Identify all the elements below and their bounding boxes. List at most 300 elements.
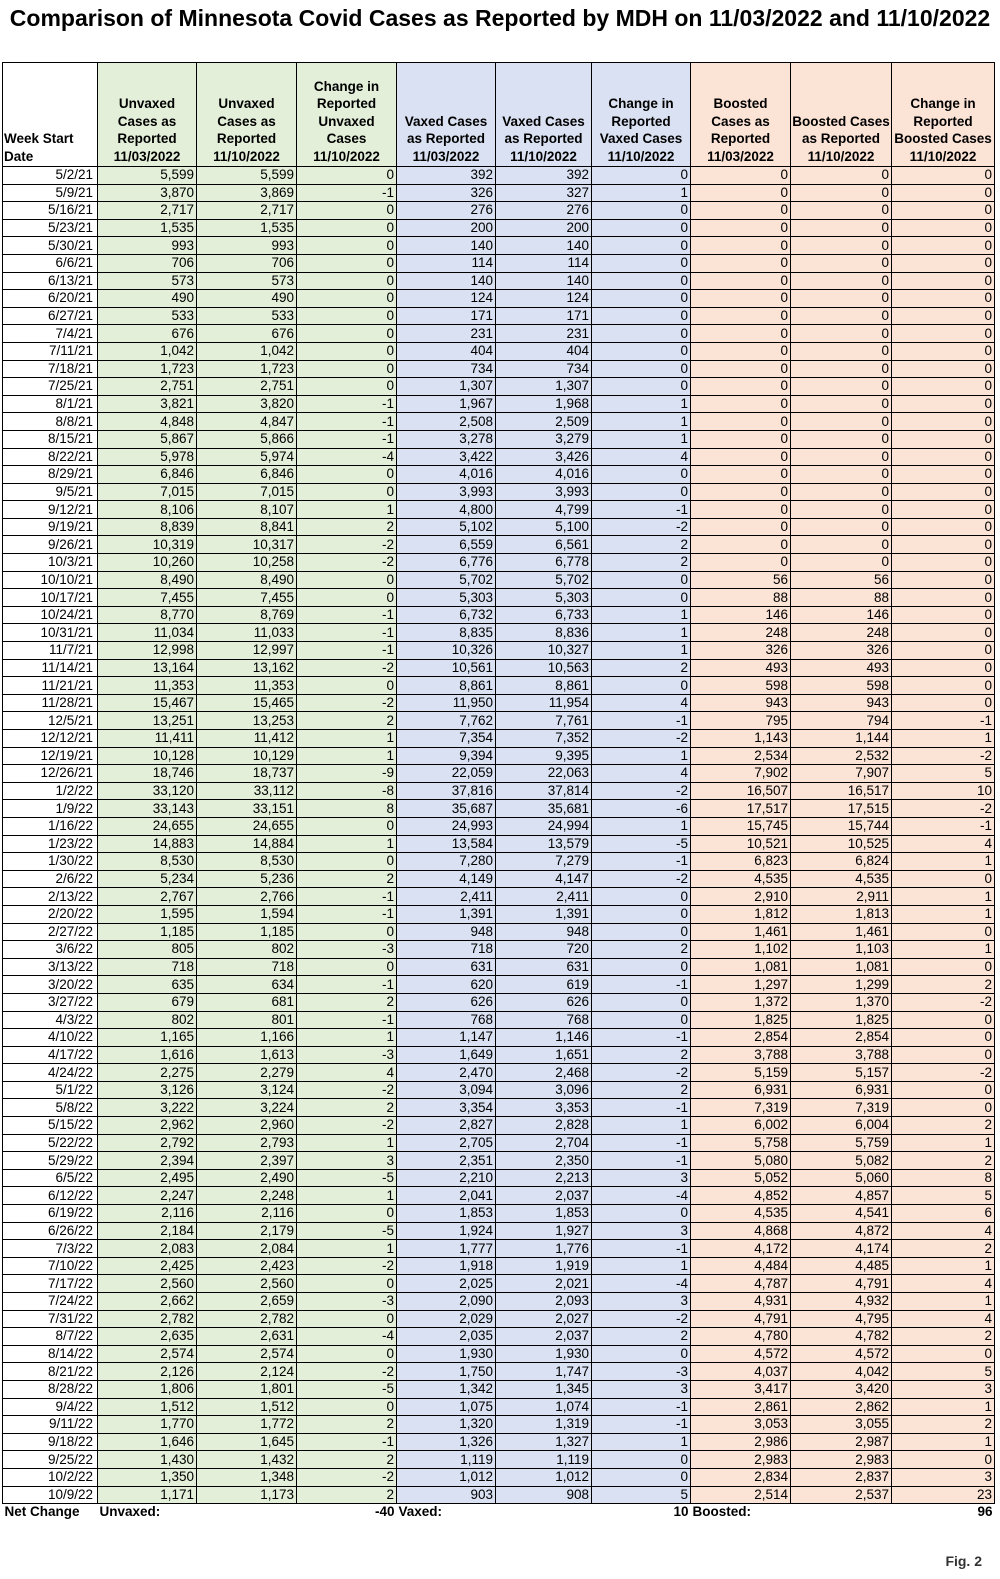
value-cell: 1,649: [397, 1046, 496, 1064]
table-row: [3, 466, 995, 484]
value-cell: 2,509: [496, 413, 592, 431]
value-cell: 2,862: [791, 1398, 892, 1416]
value-cell: 10,521: [691, 835, 791, 853]
value-cell: 2,116: [197, 1205, 297, 1223]
value-cell: 3,053: [691, 1416, 791, 1434]
value-cell: 2,397: [197, 1152, 297, 1170]
value-cell: 3,869: [197, 184, 297, 202]
value-cell: 0: [297, 483, 397, 501]
value-cell: -2: [592, 730, 691, 748]
value-cell: 1: [592, 642, 691, 660]
value-cell: 0: [892, 254, 995, 272]
value-cell: 0: [892, 923, 995, 941]
value-cell: 2,911: [791, 888, 892, 906]
value-cell: 1,918: [397, 1257, 496, 1275]
value-cell: -4: [592, 1187, 691, 1205]
week-start-date-cell: 10/24/21: [3, 606, 98, 624]
value-cell: 2,411: [496, 888, 592, 906]
table-row: [3, 184, 995, 202]
value-cell: 4: [297, 1064, 397, 1082]
value-cell: 8,106: [98, 501, 197, 519]
value-cell: 12,997: [197, 642, 297, 660]
value-cell: 23: [892, 1486, 995, 1504]
week-start-date-cell: 6/5/22: [3, 1169, 98, 1187]
value-cell: 1: [892, 853, 995, 871]
value-cell: 2: [592, 554, 691, 572]
value-cell: -1: [297, 976, 397, 994]
table-row: [3, 677, 995, 695]
value-cell: 56: [691, 571, 791, 589]
value-cell: -2: [892, 747, 995, 765]
value-cell: 0: [892, 1081, 995, 1099]
value-cell: 3,422: [397, 448, 496, 466]
value-cell: 11,954: [496, 694, 592, 712]
table-row: [3, 483, 995, 501]
value-cell: 2: [297, 518, 397, 536]
net-change-row: [3, 1504, 995, 1521]
value-cell: 15,745: [691, 817, 791, 835]
value-cell: 0: [297, 237, 397, 255]
value-cell: 0: [892, 606, 995, 624]
value-cell: 0: [892, 483, 995, 501]
value-cell: 2,766: [197, 888, 297, 906]
header-cell: Change in Reported Unvaxed Cases 11/10/2022: [297, 63, 397, 167]
value-cell: 2,767: [98, 888, 197, 906]
value-cell: 10,326: [397, 642, 496, 660]
value-cell: 4,172: [691, 1240, 791, 1258]
value-cell: 2,037: [496, 1187, 592, 1205]
value-cell: 404: [496, 342, 592, 360]
value-cell: 6,931: [791, 1081, 892, 1099]
value-cell: 8,836: [496, 624, 592, 642]
value-cell: 3: [592, 1169, 691, 1187]
value-cell: 7,352: [496, 730, 592, 748]
week-start-date-cell: 8/8/21: [3, 413, 98, 431]
value-cell: 2,751: [98, 378, 197, 396]
header-cell: Vaxed Cases as Reported 11/10/2022: [496, 63, 592, 167]
value-cell: 2,179: [197, 1222, 297, 1240]
value-cell: 0: [592, 589, 691, 607]
value-cell: 2,986: [691, 1433, 791, 1451]
value-cell: 0: [691, 272, 791, 290]
value-cell: 3,993: [397, 483, 496, 501]
net-unvaxed-spacer: [197, 1504, 297, 1521]
value-cell: -4: [592, 1275, 691, 1293]
value-cell: 4,042: [791, 1363, 892, 1381]
value-cell: 140: [397, 272, 496, 290]
value-cell: 140: [496, 237, 592, 255]
value-cell: 2: [297, 1486, 397, 1504]
week-start-date-cell: 1/30/22: [3, 853, 98, 871]
value-cell: 0: [592, 378, 691, 396]
value-cell: 0: [791, 254, 892, 272]
value-cell: 0: [691, 413, 791, 431]
value-cell: 2,560: [197, 1275, 297, 1293]
value-cell: 2,717: [197, 202, 297, 220]
value-cell: 768: [397, 1011, 496, 1029]
value-cell: -4: [297, 448, 397, 466]
value-cell: 9,395: [496, 747, 592, 765]
table-row: [3, 360, 995, 378]
value-cell: 0: [892, 1011, 995, 1029]
value-cell: 2,962: [98, 1117, 197, 1135]
value-cell: 1,930: [496, 1345, 592, 1363]
value-cell: -5: [592, 835, 691, 853]
value-cell: 200: [496, 219, 592, 237]
value-cell: 4,484: [691, 1257, 791, 1275]
value-cell: -2: [297, 536, 397, 554]
value-cell: 24,655: [98, 817, 197, 835]
value-cell: 718: [397, 941, 496, 959]
value-cell: -1: [592, 1398, 691, 1416]
value-cell: 4: [892, 1275, 995, 1293]
value-cell: 1,616: [98, 1046, 197, 1064]
value-cell: 1,853: [496, 1205, 592, 1223]
value-cell: 4,872: [791, 1222, 892, 1240]
value-cell: 5,702: [397, 571, 496, 589]
value-cell: 2,987: [791, 1433, 892, 1451]
value-cell: 6,002: [691, 1117, 791, 1135]
value-cell: 3,993: [496, 483, 592, 501]
table-row: [3, 1011, 995, 1029]
value-cell: 0: [691, 483, 791, 501]
net-vaxed-value: 10: [673, 1504, 689, 1520]
value-cell: 2,659: [197, 1293, 297, 1311]
value-cell: 1: [297, 1240, 397, 1258]
table-row: [3, 536, 995, 554]
value-cell: 2,635: [98, 1328, 197, 1346]
value-cell: 3,353: [496, 1099, 592, 1117]
value-cell: 1,594: [197, 905, 297, 923]
value-cell: 4,791: [691, 1310, 791, 1328]
value-cell: 1,770: [98, 1416, 197, 1434]
value-cell: 10: [892, 782, 995, 800]
value-cell: 10,525: [791, 835, 892, 853]
table-row: [3, 518, 995, 536]
value-cell: 10,563: [496, 659, 592, 677]
value-cell: 4,535: [791, 870, 892, 888]
value-cell: 35,687: [397, 800, 496, 818]
value-cell: 1,350: [98, 1468, 197, 1486]
value-cell: 248: [791, 624, 892, 642]
value-cell: 4,782: [791, 1328, 892, 1346]
value-cell: 0: [791, 413, 892, 431]
value-cell: 5: [892, 765, 995, 783]
value-cell: 7,319: [691, 1099, 791, 1117]
value-cell: 6,778: [496, 554, 592, 572]
value-cell: 4: [892, 1222, 995, 1240]
value-cell: 0: [892, 237, 995, 255]
value-cell: 0: [691, 254, 791, 272]
value-cell: 2,854: [791, 1029, 892, 1047]
value-cell: 4,800: [397, 501, 496, 519]
value-cell: 4,485: [791, 1257, 892, 1275]
table-row: [3, 923, 995, 941]
value-cell: 2,423: [197, 1257, 297, 1275]
value-cell: 4,016: [496, 466, 592, 484]
value-cell: 0: [691, 237, 791, 255]
value-cell: -1: [592, 1029, 691, 1047]
value-cell: 8,530: [197, 853, 297, 871]
value-cell: 1,075: [397, 1398, 496, 1416]
table-row: [3, 976, 995, 994]
value-cell: 0: [691, 219, 791, 237]
week-start-date-cell: 5/16/21: [3, 202, 98, 220]
value-cell: 2,027: [496, 1310, 592, 1328]
value-cell: 2,532: [791, 747, 892, 765]
value-cell: 7,907: [791, 765, 892, 783]
value-cell: 6,846: [197, 466, 297, 484]
value-cell: 3,417: [691, 1380, 791, 1398]
value-cell: 0: [892, 290, 995, 308]
table-row: [3, 237, 995, 255]
value-cell: 4,149: [397, 870, 496, 888]
value-cell: 0: [592, 290, 691, 308]
value-cell: 2,394: [98, 1152, 197, 1170]
week-start-date-cell: 5/30/21: [3, 237, 98, 255]
value-cell: 2,828: [496, 1117, 592, 1135]
table-row: [3, 1328, 995, 1346]
value-cell: 1,968: [496, 395, 592, 413]
value-cell: -3: [297, 941, 397, 959]
value-cell: 1,012: [496, 1468, 592, 1486]
value-cell: 14,884: [197, 835, 297, 853]
value-cell: 620: [397, 976, 496, 994]
value-cell: 1,919: [496, 1257, 592, 1275]
value-cell: 0: [297, 290, 397, 308]
week-start-date-cell: 5/8/22: [3, 1099, 98, 1117]
value-cell: 13,164: [98, 659, 197, 677]
value-cell: 3,788: [791, 1046, 892, 1064]
value-cell: 6,846: [98, 466, 197, 484]
value-cell: 1: [592, 395, 691, 413]
net-vaxed-spacer: [496, 1504, 592, 1521]
value-cell: 2,083: [98, 1240, 197, 1258]
table-row: [3, 1169, 995, 1187]
value-cell: 17,517: [691, 800, 791, 818]
value-cell: 5: [892, 1187, 995, 1205]
value-cell: 1,813: [791, 905, 892, 923]
week-start-date-cell: 11/7/21: [3, 642, 98, 660]
value-cell: 0: [691, 325, 791, 343]
value-cell: 10,128: [98, 747, 197, 765]
week-start-date-cell: 7/31/22: [3, 1310, 98, 1328]
value-cell: 10,258: [197, 554, 297, 572]
value-cell: 0: [592, 677, 691, 695]
value-cell: 1: [592, 413, 691, 431]
value-cell: 1,512: [197, 1398, 297, 1416]
value-cell: 2: [297, 712, 397, 730]
value-cell: -3: [592, 1363, 691, 1381]
value-cell: 1,391: [496, 905, 592, 923]
value-cell: 1,307: [397, 378, 496, 396]
value-cell: 37,816: [397, 782, 496, 800]
value-cell: 0: [297, 677, 397, 695]
value-cell: 4: [892, 835, 995, 853]
value-cell: 1,430: [98, 1451, 197, 1469]
value-cell: 231: [496, 325, 592, 343]
table-row: [3, 1451, 995, 1469]
table-row: [3, 1345, 995, 1363]
value-cell: 1,081: [791, 958, 892, 976]
table-row: [3, 219, 995, 237]
value-cell: -1: [892, 712, 995, 730]
value-cell: 7,902: [691, 765, 791, 783]
value-cell: 1,119: [397, 1451, 496, 1469]
week-start-date-cell: 11/21/21: [3, 677, 98, 695]
value-cell: 1,185: [197, 923, 297, 941]
value-cell: 1,595: [98, 905, 197, 923]
value-cell: 1,326: [397, 1433, 496, 1451]
value-cell: 392: [496, 167, 592, 185]
value-cell: -1: [297, 413, 397, 431]
value-cell: 24,994: [496, 817, 592, 835]
value-cell: -2: [297, 694, 397, 712]
value-cell: 326: [791, 642, 892, 660]
value-cell: 0: [592, 483, 691, 501]
table-row: [3, 571, 995, 589]
value-cell: 2: [892, 1152, 995, 1170]
table-row: [3, 1046, 995, 1064]
value-cell: 3,354: [397, 1099, 496, 1117]
value-cell: -2: [892, 993, 995, 1011]
value-cell: 7,279: [496, 853, 592, 871]
header-cell: Unvaxed Cases as Reported 11/03/2022: [98, 63, 197, 167]
value-cell: 2,275: [98, 1064, 197, 1082]
table-row: [3, 642, 995, 660]
value-cell: 0: [791, 554, 892, 572]
value-cell: 6,776: [397, 554, 496, 572]
value-cell: 5,867: [98, 430, 197, 448]
value-cell: 0: [892, 167, 995, 185]
value-cell: 2,861: [691, 1398, 791, 1416]
table-row: [3, 1416, 995, 1434]
value-cell: -5: [297, 1380, 397, 1398]
value-cell: -2: [892, 800, 995, 818]
value-cell: 1,750: [397, 1363, 496, 1381]
value-cell: 1,825: [691, 1011, 791, 1029]
value-cell: 1,144: [791, 730, 892, 748]
value-cell: 0: [791, 395, 892, 413]
header-cell: Vaxed Cases as Reported 11/03/2022: [397, 63, 496, 167]
table-row: [3, 659, 995, 677]
value-cell: 0: [791, 290, 892, 308]
value-cell: 404: [397, 342, 496, 360]
value-cell: 5,080: [691, 1152, 791, 1170]
value-cell: -3: [297, 1293, 397, 1311]
value-cell: 908: [496, 1486, 592, 1504]
value-cell: 5,157: [791, 1064, 892, 1082]
value-cell: -1: [297, 395, 397, 413]
table-row: [3, 782, 995, 800]
value-cell: 794: [791, 712, 892, 730]
value-cell: 7,319: [791, 1099, 892, 1117]
value-cell: 2,705: [397, 1134, 496, 1152]
value-cell: 11,353: [197, 677, 297, 695]
value-cell: 0: [791, 325, 892, 343]
value-cell: 231: [397, 325, 496, 343]
value-cell: -1: [297, 1011, 397, 1029]
table-row: [3, 202, 995, 220]
value-cell: 1: [892, 1293, 995, 1311]
value-cell: 16,517: [791, 782, 892, 800]
value-cell: 5,052: [691, 1169, 791, 1187]
value-cell: 1,299: [791, 976, 892, 994]
value-cell: 0: [297, 307, 397, 325]
value-cell: 2,827: [397, 1117, 496, 1135]
value-cell: 1,143: [691, 730, 791, 748]
value-cell: 24,993: [397, 817, 496, 835]
value-cell: 2: [297, 870, 397, 888]
value-cell: -1: [592, 712, 691, 730]
value-cell: 1,185: [98, 923, 197, 941]
value-cell: 2,468: [496, 1064, 592, 1082]
value-cell: 5,759: [791, 1134, 892, 1152]
value-cell: 0: [297, 1310, 397, 1328]
value-cell: 0: [297, 1398, 397, 1416]
value-cell: 1,723: [98, 360, 197, 378]
week-start-date-cell: 7/25/21: [3, 378, 98, 396]
table-row: [3, 167, 995, 185]
week-start-date-cell: 9/12/21: [3, 501, 98, 519]
value-cell: -1: [297, 1433, 397, 1451]
value-cell: 4,780: [691, 1328, 791, 1346]
value-cell: 0: [297, 378, 397, 396]
value-cell: 1,646: [98, 1433, 197, 1451]
table-row: [3, 1134, 995, 1152]
value-cell: 0: [791, 360, 892, 378]
value-cell: 8,107: [197, 501, 297, 519]
value-cell: 0: [791, 219, 892, 237]
value-cell: 0: [297, 254, 397, 272]
week-start-date-cell: 5/2/21: [3, 167, 98, 185]
value-cell: 124: [496, 290, 592, 308]
value-cell: 5,974: [197, 448, 297, 466]
value-cell: 734: [496, 360, 592, 378]
value-cell: 3: [892, 1380, 995, 1398]
value-cell: 0: [892, 659, 995, 677]
value-cell: 4: [892, 1310, 995, 1328]
value-cell: 0: [592, 571, 691, 589]
value-cell: 2,411: [397, 888, 496, 906]
value-cell: 0: [592, 307, 691, 325]
value-cell: 10,129: [197, 747, 297, 765]
value-cell: 2,090: [397, 1293, 496, 1311]
value-cell: 0: [297, 272, 397, 290]
table-row: [3, 870, 995, 888]
value-cell: 18,746: [98, 765, 197, 783]
value-cell: 0: [592, 167, 691, 185]
value-cell: 4,535: [691, 870, 791, 888]
value-cell: 1,103: [791, 941, 892, 959]
value-cell: 3: [297, 1152, 397, 1170]
value-cell: 0: [892, 624, 995, 642]
value-cell: 1,370: [791, 993, 892, 1011]
value-cell: 2,560: [98, 1275, 197, 1293]
week-start-date-cell: 8/22/21: [3, 448, 98, 466]
value-cell: 2,425: [98, 1257, 197, 1275]
value-cell: 0: [592, 254, 691, 272]
table-row: [3, 1152, 995, 1170]
value-cell: 0: [892, 571, 995, 589]
value-cell: 37,814: [496, 782, 592, 800]
value-cell: 0: [892, 1099, 995, 1117]
value-cell: 22,063: [496, 765, 592, 783]
value-cell: -1: [592, 1134, 691, 1152]
value-cell: 1,812: [691, 905, 791, 923]
value-cell: 802: [98, 1011, 197, 1029]
week-start-date-cell: 3/13/22: [3, 958, 98, 976]
